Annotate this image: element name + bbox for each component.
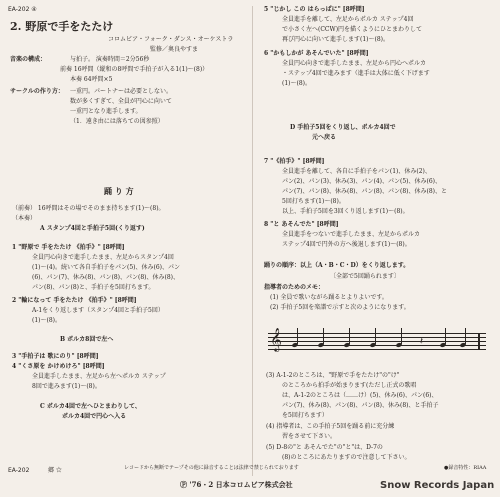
step-text: パン(2)、パン(3)、休み(3)、パン(4)、パン(5)、休み(6)、	[282, 178, 441, 185]
step-text: で小さく左へ(CCW)円を描くようにひとまわりして	[282, 26, 423, 33]
footer-marks: 郷 ☆	[48, 467, 62, 474]
step-title: 4 "くさ原を かけめけろ" [8呼間]	[12, 363, 105, 370]
section-d-heading: D 手拍子5回をくり返し、ポルカ4回で	[290, 124, 396, 131]
memo-text: を5回打ちます）	[282, 412, 328, 419]
performer: コロムビア・フォーク・ダンス・オーケストラ	[108, 36, 234, 43]
circle-line: 数が多くすぎて、全員が円心に向いて	[70, 98, 172, 105]
step-text: 5回打ちます(1)〜(8)。	[282, 198, 345, 205]
step-title: 5 "じかし この はらっぱに" [8呼間]	[264, 6, 365, 13]
section-d-heading: 元へ戻る	[312, 134, 337, 141]
step-title: 3 "手拍子は 歌にのり" [8呼間]	[12, 353, 99, 360]
circle-line: 一重円。パートナーは必要としない。	[70, 88, 173, 95]
dance-order: 踊りの順序：以上（A・B・C・D）をくり返します。	[264, 262, 410, 269]
step-text: ・ステップ4回で進みます（進手は大体に低く下げます	[282, 70, 430, 77]
page-title: 2. 野原で手をたたけ	[10, 20, 114, 33]
section-a-heading: A スタンプ4回と手拍子5回(くり返す)	[40, 225, 145, 232]
step-text: (1)〜(8)。	[32, 317, 61, 324]
step-text: 全員円心向きで進手したまま、左足から円心へポルカ	[282, 60, 427, 67]
memo-text: は、A-1-2のところは（……け）(5)、休み(6)、パン(6)、	[282, 392, 438, 399]
structure-label: 音楽の構成：	[10, 56, 47, 63]
section-c-heading: ポルカ4回で円心へ入る	[62, 413, 127, 420]
step-title: 1 "野原で 手をたたけ 《拍手》" [8呼間]	[12, 244, 125, 251]
step-title: 8 "と あそんでた" [8呼間]	[264, 221, 339, 228]
memo-text: 習をさせて下さい。	[282, 433, 337, 440]
step-text: 再び円心に向いて進手します(1)〜(8)。	[282, 36, 389, 43]
step-text: パン(8)、パン(8)と、手拍子を5回打ちます。	[32, 284, 155, 291]
step-text: 全員進手を離して、各自に手拍子をパン(1)、休み(2)、	[282, 168, 431, 175]
circle-label: サークルの作り方：	[10, 88, 64, 95]
memo-text: (8)のところにあたりますので注意して下さい。	[282, 454, 411, 461]
section-c-heading: C ポルカ4回で左へひとまわりして、	[40, 403, 141, 410]
step-text: 全員円心向きで進手したまま、左足からスタンプ4回	[32, 254, 174, 261]
clef-icon: 𝄞	[270, 327, 282, 351]
step-text: A-1をくり返します（スタンプ4回と手拍子5回）	[32, 307, 164, 314]
footer-catalog: EA-202	[8, 467, 30, 474]
memo-text: のところから拍手が始まります(ただし正式の歌唱	[282, 382, 417, 389]
circle-line: 一重円となり進手します。	[70, 108, 142, 115]
step-text: (1)〜(4)。続いて各自手拍子をパン(5)、休み(6)、パン	[32, 264, 180, 271]
step-title: 2 "輪になって 手をたたけ 《拍手》" [8呼間]	[12, 297, 137, 304]
step-title: 7 "《拍手》" [8呼間]	[264, 158, 325, 165]
memo-text: (4) 指導者は、この手拍子5回を踊る前に充分練	[266, 423, 395, 430]
section-heading: 踊 り 方	[104, 186, 134, 196]
barline-icon	[478, 333, 480, 350]
step-text: ステップ4回で円外の方へ後退します(1)〜(8)。	[282, 241, 411, 248]
memo-text: (5) D-8の"と あそんでた"の"と"は、D-7の	[266, 444, 383, 451]
intro-line: （本奏）	[12, 215, 37, 222]
step-title: 6 "かもしかが あそんでいた" [8呼間]	[264, 50, 369, 57]
memo-text: (3) A-1-2のところは、"野原で手をたたけ"の"け"	[266, 372, 400, 379]
step-text: 以上、手拍子5回を3回くり返します(1)〜(8)。	[282, 208, 409, 215]
structure-line: 本奏 64呼間×5	[70, 76, 113, 83]
step-text: 全員進手をつないで進手したまま、左足からポルカ	[282, 231, 421, 238]
rest-icon: 𝄽	[420, 336, 424, 347]
step-text: 全員進手を離して、左足からポルカ ステップ4回	[282, 16, 414, 23]
copyright-notice: レコードから無断でテープその他に録音することは法律で禁じられております	[124, 465, 299, 471]
structure-line: 与拍子。 演奏時間＝2分56秒	[70, 56, 150, 63]
notes-title: 指導者のためのメモ：	[264, 284, 325, 291]
memo-text: パン(7)、休み(8)、パン(8)、パン(8)、休み(8)、と手拍子	[282, 402, 439, 409]
step-text: 全員進手したまま、左足から左へポルカ ステップ	[32, 373, 166, 380]
dance-order-note: 〔全部で5回踊られます〕	[330, 273, 400, 280]
structure-line: 前奏 16呼間（縦和の8呼間で手拍子が入る1(1)〜(8)）	[60, 66, 209, 73]
step-text: 8回で進みます(1)〜(8)。	[32, 383, 101, 390]
riaa-note: ●録音特性：RIAA	[444, 465, 487, 471]
catalog-number: EA-202 ④	[8, 6, 37, 13]
watermark: Snow Records Japan	[380, 480, 495, 491]
circle-line: （1．遠き由には落ちての図参照）	[70, 118, 164, 125]
step-text: (1)〜(8)。	[282, 80, 311, 87]
step-text: パン(7)、パン(8)、休み(8)、パン(8)、パン(8)、休み(8)、と	[282, 188, 447, 195]
supervisor: 監修／奥良やすま	[150, 46, 199, 53]
memo-text: (2) 手拍子5回を楽譜で示すと次のようになります。	[270, 304, 410, 311]
intro-line: （前奏） 16呼間はその場でそのまま持ちます(1)〜(8)。	[12, 205, 165, 212]
publisher: Ⓟ '76・2 日本コロムビア株式会社	[180, 480, 293, 489]
memo-text: (1) 全員で歌いながら踊るとよりよいです。	[270, 294, 388, 301]
section-b-heading: B ポルカ8回で左へ	[60, 336, 114, 343]
step-text: (6)、パン(7)、休み(8)、パン(8)、パン(8)、休み(8)、	[32, 274, 179, 281]
column-divider	[252, 6, 253, 476]
